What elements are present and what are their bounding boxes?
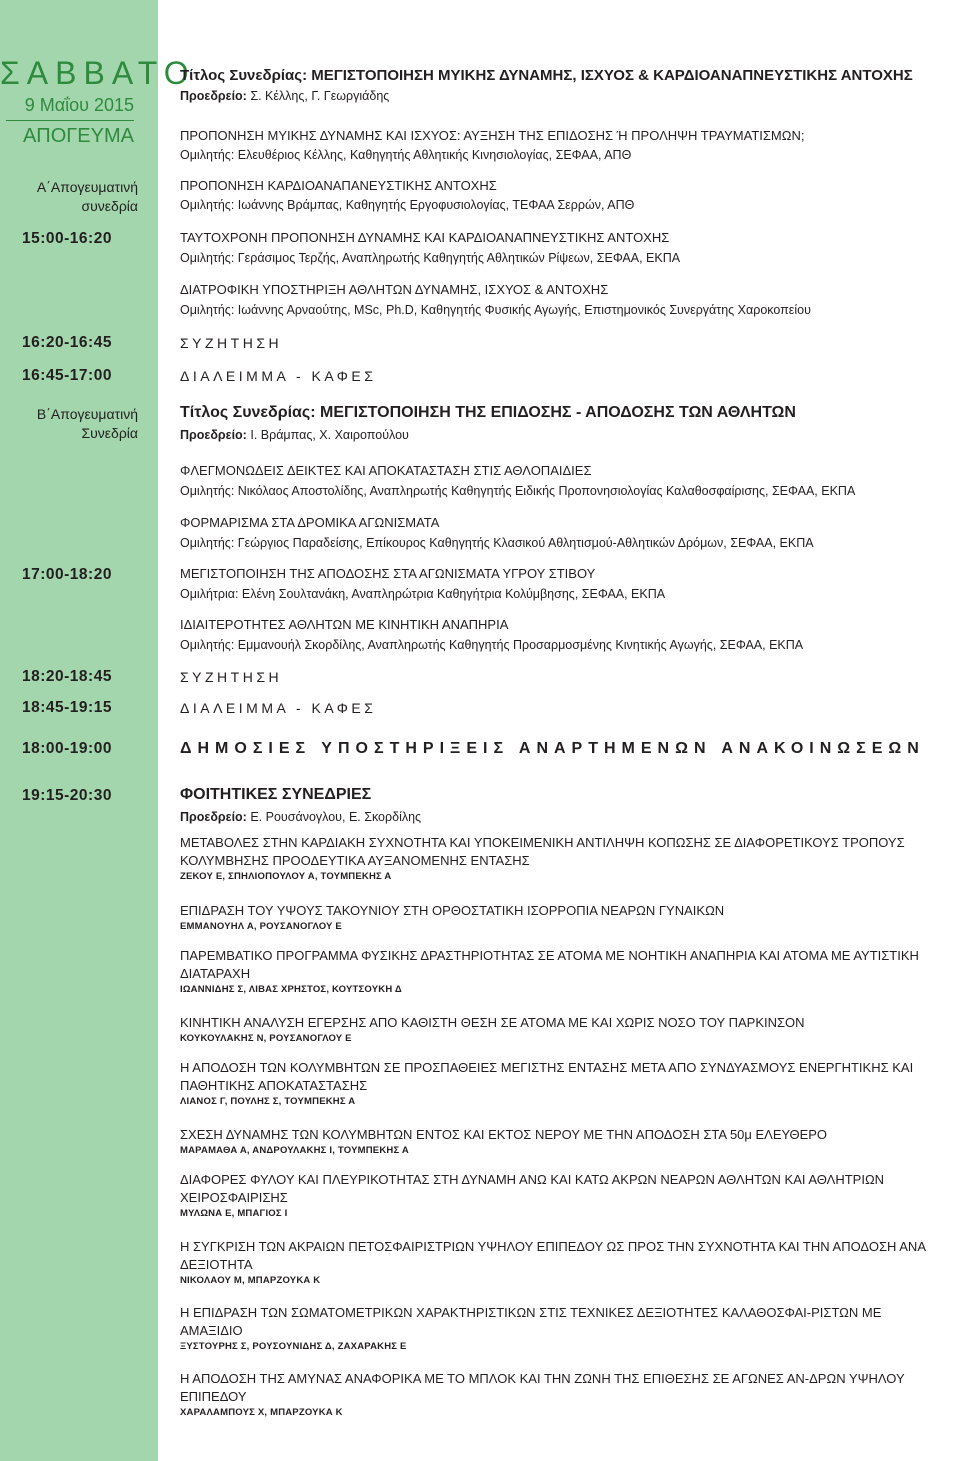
sidebar-band xyxy=(0,0,196,1461)
talk-title: ΔΙΑΤΡΟΦΙΚΗ ΥΠΟΣΤΗΡΙΞΗ ΑΘΛΗΤΩΝ ΔΥΝΑΜΗΣ, ΙΣΧΥΟΣ & ΑΝΤΟΧΗΣ xyxy=(180,282,609,297)
talk-title: ΦΛΕΓΜΟΝΩΔΕΙΣ ΔΕΙΚΤΕΣ ΚΑΙ ΑΠΟΚΑΤΑΣΤΑΣΗ ΣΤΙΣ ΑΘΛΟΠΑΙΔΙΕΣ xyxy=(180,463,592,478)
time-slot: 18:20-18:45 xyxy=(22,668,112,685)
paper-title: ΔΙΑΦΟΡΕΣ ΦΥΛΟΥ ΚΑΙ ΠΛΕΥΡΙΚΟΤΗΤΑΣ ΣΤΗ ΔΥΝΑΜΗ ΑΝΩ ΚΑΙ ΚΑΤΩ ΑΚΡΩΝ ΝΕΑΡΩΝ ΑΘΛΗΤΩΝ ΚΑΙ ΑΘΛΗΤΡΙΩΝ ΧΕΙΡΟΣΦΑΙΡΙΣΗΣ xyxy=(180,1172,885,1205)
paper-title: Η ΣΥΓΚΡΙΣΗ ΤΩΝ ΑΚΡΑΙΩΝ ΠΕΤΟΣΦΑΙΡΙΣΤΡΙΩΝ ΥΨΗΛΟΥ ΕΠΙΠΕΔΟΥ ΩΣ ΠΡΟΣ ΤΗΝ ΣΥΧΝΟΤΗΤΑ ΚΑΙ ΤΗΝ ΑΠΟΔΟΣΗ ΑΝΑ ΔΕΞΙΟΤΗΤΑ xyxy=(180,1239,926,1272)
talk-speaker: Ομιλητής: Ιωάννης Βράμπας, Καθηγητής Εργοφυσιολογίας, ΤΕΦΑΑ Σερρών, ΑΠΘ xyxy=(180,198,635,212)
time-slot: 18:45-19:15 xyxy=(22,699,112,716)
time-slot: 16:20-16:45 xyxy=(22,334,112,351)
paper-authors: ΜΥΛΩΝΑ Ε, ΜΠΑΓΙΟΣ Ι xyxy=(180,1208,288,1219)
paper-authors: ΛΙΑΝΟΣ Γ, ΠΟΥΛΗΣ Σ, ΤΟΥΜΠΕΚΗΣ Α xyxy=(180,1096,356,1107)
talk-speaker: Ομιλητής: Ιωάννης Αρναούτης, MSc, Ph.D, Καθηγητής Φυσικής Αγωγής, Επιστημονικός Συνεργάτης Χαροκοπείου xyxy=(180,303,811,317)
paper-item xyxy=(180,1238,946,1287)
paper-item xyxy=(180,902,946,933)
talk-speaker: Ομιλητής: Ελευθέριος Κέλλης, Καθηγητής Αθλητικής Κινησιολογίας, ΣΕΦΑΑ, ΑΠΘ xyxy=(180,148,632,162)
paper-title: Η ΑΠΟΔΟΣΗ ΤΗΣ ΑΜΥΝΑΣ ΑΝΑΦΟΡΙΚΑ ΜΕ ΤΟ ΜΠΛΟΚ ΚΑΙ ΤΗΝ ΖΩΝΗ ΤΗΣ ΕΠΙΘΕΣΗΣ ΣΕ ΑΓΩΝΕΣ ΑΝ-ΔΡΩΝ ΥΨΗΛΟΥ ΕΠΙΠΕΔΟΥ xyxy=(180,1371,905,1404)
period-label: ΑΠΟΓΕΥΜΑ xyxy=(22,125,134,147)
paper-title: ΚΙΝΗΤΙΚΗ ΑΝΑΛΥΣΗ ΕΓΕΡΣΗΣ ΑΠΟ ΚΑΘΙΣΤΗ ΘΕΣΗ ΣΕ ΑΤΟΜΑ ΜΕ ΚΑΙ ΧΩΡΙΣ ΝΟΣΟ ΤΟΥ ΠΑΡΚΙΝΣΟΝ xyxy=(180,1015,805,1030)
paper-title: Η ΕΠΙΔΡΑΣΗ ΤΩΝ ΣΩΜΑΤΟΜΕΤΡΙΚΩΝ ΧΑΡΑΚΤΗΡΙΣΤΙΚΩΝ ΣΤΙΣ ΤΕΧΝΙΚΕΣ ΔΕΞΙΟΤΗΤΕΣ ΚΑΛΑΘΟΣΦΑΙ-ΡΙΣΤΩΝ ΜΕ ΑΜΑΞΙΔΙΟ xyxy=(180,1305,882,1338)
paper-item xyxy=(180,1304,946,1353)
discussion-label: ΣΥΖΗΤΗΣΗ xyxy=(180,669,283,685)
paper-title: Η ΑΠΟΔΟΣΗ ΤΩΝ ΚΟΛΥΜΒΗΤΩΝ ΣΕ ΠΡΟΣΠΑΘΕΙΕΣ ΜΕΓΙΣΤΗΣ ΕΝΤΑΣΗΣ ΜΕΤΑ ΑΠΟ ΣΥΝΔΥΑΣΜΟΥΣ ΕΝΕΡΓΗΤΙΚΗΣ ΚΑΙ ΠΑΘΗΤΙΚΗΣ ΑΠΟΚΑΤΑΣΤΑΣΗΣ xyxy=(180,1060,914,1093)
coffee-break-label: ΔΙΑΛΕΙΜΜΑ - ΚΑΦΕΣ xyxy=(180,700,377,716)
time-slot: 15:00-16:20 xyxy=(22,230,112,247)
time-slot: 18:00-19:00 xyxy=(22,740,112,757)
paper-title: ΜΕΤΑΒΟΛΕΣ ΣΤΗΝ ΚΑΡΔΙΑΚΗ ΣΥΧΝΟΤΗΤΑ ΚΑΙ ΥΠΟΚΕΙΜΕΝΙΚΗ ΑΝΤΙΛΗΨΗ ΚΟΠΩΣΗΣ ΣΕ ΔΙΑΦΟΡΕΤΙΚΟΥΣ ΤΡΟΠΟΥΣ ΚΟΛΥΜΒΗΣΗΣ ΠΡΟΟΔΕΥΤΙΚΑ ΑΥΞΑΝΟΜΕΝΗΣ ΕΝΤΑΣΗΣ xyxy=(180,835,905,868)
session-title-label: Τίτλος Συνεδρίας: xyxy=(180,67,308,84)
time-slot: 17:00-18:20 xyxy=(22,566,112,583)
student-session-chair xyxy=(180,809,946,826)
paper-title: ΠΑΡΕΜΒΑΤΙΚΟ ΠΡΟΓΡΑΜΜΑ ΦΥΣΙΚΗΣ ΔΡΑΣΤΗΡΙΟΤΗΤΑΣ ΣΕ ΑΤΟΜΑ ΜΕ ΝΟΗΤΙΚΗ ΑΝΑΠΗΡΙΑ ΚΑΙ ΑΤΟΜΑ ΜΕ ΑΥΤΙΣΤΙΚΗ ΔΙΑΤΑΡΑΧΗ xyxy=(180,948,919,981)
paper-item xyxy=(180,1370,946,1419)
chair-names: Ι. Βράμπας, Χ. Χαιροπούλου xyxy=(250,428,409,442)
paper-authors: ΝΙΚΟΛΑΟΥ Μ, ΜΠΑΡΖΟΥΚΑ Κ xyxy=(180,1275,321,1286)
paper-authors: ΚΟΥΚΟΥΛΑΚΗΣ Ν, ΡΟΥΣΑΝΟΓΛΟΥ Ε xyxy=(180,1033,352,1044)
time-slot: 19:15-20:30 xyxy=(22,787,112,804)
session-a-label xyxy=(4,178,138,216)
session-b-title xyxy=(180,403,946,423)
session-title-text: ΜΕΓΙΣΤΟΠΟΙΗΣΗ ΜΥΙΚΗΣ ΔΥΝΑΜΗΣ, ΙΣΧΥΟΣ & ΚΑΡΔΙΟΑΝΑΠΝΕΥΣΤΙΚΗΣ ΑΝΤΟΧΗΣ xyxy=(311,67,913,84)
talk-title: ΤΑΥΤΟΧΡΟΝΗ ΠΡΟΠΟΝΗΣΗ ΔΥΝΑΜΗΣ ΚΑΙ ΚΑΡΔΙΟΑΝΑΠΝΕΥΣΤΙΚΗΣ ΑΝΤΟΧΗΣ xyxy=(180,230,670,245)
paper-item xyxy=(180,1014,946,1045)
paper-item xyxy=(180,1126,946,1157)
chair-names: Σ. Κέλλης, Γ. Γεωργιάδης xyxy=(250,89,390,103)
session-a-chair xyxy=(180,88,946,105)
paper-title: ΕΠΙΔΡΑΣΗ ΤΟΥ ΥΨΟΥΣ ΤΑΚΟΥΝΙΟΥ ΣΤΗ ΟΡΘΟΣΤΑΤΙΚΗ ΙΣΟΡΡΟΠΙΑ ΝΕΑΡΩΝ ΓΥΝΑΙΚΩΝ xyxy=(180,903,725,918)
session-a-label-line2: συνεδρία xyxy=(81,198,138,214)
paper-item xyxy=(180,947,946,996)
time-slot: 16:45-17:00 xyxy=(22,367,112,384)
chair-label: Προεδρείο: xyxy=(180,89,247,103)
date-label: 9 Μαΐου 2015 xyxy=(24,95,134,115)
paper-item xyxy=(180,1171,946,1220)
session-b-chair xyxy=(180,427,946,444)
chair-label: Προεδρείο: xyxy=(180,428,247,442)
discussion-label: ΣΥΖΗΤΗΣΗ xyxy=(180,335,283,351)
session-title-text: ΜΕΓΙΣΤΟΠΟΙΗΣΗ ΤΗΣ ΕΠΙΔΟΣΗΣ - ΑΠΟΔΟΣΗΣ ΤΩΝ ΑΘΛΗΤΩΝ xyxy=(320,404,796,421)
talk-title: ΠΡΟΠΟΝΗΣΗ ΚΑΡΔΙΟΑΝΑΠΑΝΕΥΣΤΙΚΗΣ ΑΝΤΟΧΗΣ xyxy=(180,178,497,193)
paper-title: ΣΧΕΣΗ ΔΥΝΑΜΗΣ ΤΩΝ ΚΟΛΥΜΒΗΤΩΝ ΕΝΤΟΣ ΚΑΙ ΕΚΤΟΣ ΝΕΡΟΥ ΜΕ ΤΗΝ ΑΠΟΔΟΣΗ ΣΤΑ 50μ ΕΛΕΥΘΕΡΟ xyxy=(180,1127,828,1142)
paper-authors: ΕΜΜΑΝΟΥΗΛ Α, ΡΟΥΣΑΝΟΓΛΟΥ Ε xyxy=(180,921,342,932)
session-b-label xyxy=(4,405,138,443)
talk-speaker: Ομιλητής: Εμμανουήλ Σκορδίλης, Αναπληρωτής Καθηγητής Προσαρμοσμένης Κινητικής Αγωγής, ΣΕΦΑΑ, ΕΚΠΑ xyxy=(180,638,804,652)
paper-authors: ΜΑΡΑΜΑΘΑ Α, ΑΝΔΡΟΥΛΑΚΗΣ Ι, ΤΟΥΜΠΕΚΗΣ Α xyxy=(180,1145,409,1156)
paper-authors: ΖΕΚΟΥ Ε, ΣΠΗΛΙΟΠΟΥΛΟΥ Α, ΤΟΥΜΠΕΚΗΣ Α xyxy=(180,871,392,882)
talk-speaker: Ομιλήτρια: Ελένη Σουλτανάκη, Αναπληρώτρια Καθηγήτρια Κολύμβησης, ΣΕΦΑΑ, ΕΚΠΑ xyxy=(180,587,666,601)
paper-item xyxy=(180,834,946,883)
session-a-title xyxy=(180,66,946,86)
poster-session-label: ΔΗΜΟΣΙΕΣ ΥΠΟΣΤΗΡΙΞΕΙΣ ΑΝΑΡΤΗΜΕΝΩΝ ΑΝΑΚΟΙΝΩΣΕΩΝ xyxy=(180,740,925,757)
date-underline xyxy=(6,120,134,121)
talk-title: ΠΡΟΠΟΝΗΣΗ ΜΥΙΚΗΣ ΔΥΝΑΜΗΣ ΚΑΙ ΙΣΧΥΟΣ: ΑΥΞΗΣΗ ΤΗΣ ΕΠΙΔΟΣΗΣ Ή ΠΡΟΛΗΨΗ ΤΡΑΥΜΑΤΙΣΜΩΝ; xyxy=(180,128,805,143)
talk-speaker: Ομιλητής: Γεώργιος Παραδείσης, Επίκουρος Καθηγητής Κλασικού Αθλητισμού-Αθλητικών Δρόμων, ΣΕΦΑΑ, ΕΚΠΑ xyxy=(180,536,814,550)
coffee-break-label: ΔΙΑΛΕΙΜΜΑ - ΚΑΦΕΣ xyxy=(180,368,377,384)
chair-names: Ε. Ρουσάνογλου, Ε. Σκορδίλης xyxy=(250,810,422,824)
talk-title: ΜΕΓΙΣΤΟΠΟΙΗΣΗ ΤΗΣ ΑΠΟΔΟΣΗΣ ΣΤΑ ΑΓΩΝΙΣΜΑΤΑ ΥΓΡΟΥ ΣΤΙΒΟΥ xyxy=(180,566,596,581)
talk-speaker: Ομιλητής: Γεράσιμος Τερζής, Αναπληρωτής Καθηγητής Αθλητικών Ρίψεων, ΣΕΦΑΑ, ΕΚΠΑ xyxy=(180,251,681,265)
session-b-label-line2: Συνεδρία xyxy=(81,425,138,441)
paper-authors: ΞΥΣΤΟΥΡΗΣ Σ, ΡΟΥΣΟΥΝΙΔΗΣ Δ, ΖΑΧΑΡΑΚΗΣ Ε xyxy=(180,1341,407,1352)
talk-speaker: Ομιλητής: Νικόλαος Αποστολίδης, Αναπληρωτής Καθηγητής Ειδικής Προπονησιολογίας Καλαθοσφαίρισης, ΣΕΦΑΑ, ΕΚΠΑ xyxy=(180,484,856,498)
session-a-label-line1: Α΄Απογευματινή xyxy=(36,179,138,195)
session-b-label-line1: Β΄Απογευματινή xyxy=(36,406,138,422)
session-title-label: Τίτλος Συνεδρίας: xyxy=(180,404,316,421)
paper-item xyxy=(180,1059,946,1108)
chair-label: Προεδρείο: xyxy=(180,810,247,824)
talk-title: ΙΔΙΑΙΤΕΡΟΤΗΤΕΣ ΑΘΛΗΤΩΝ ΜΕ ΚΙΝΗΤΙΚΗ ΑΝΑΠΗΡΙΑ xyxy=(180,617,509,632)
student-session-title: ΦΟΙΤΗΤΙΚΕΣ ΣΥΝΕΔΡΙΕΣ xyxy=(180,786,372,803)
paper-authors: ΙΩΑΝΝΙΔΗΣ Σ, ΛΙΒΑΣ ΧΡΗΣΤΟΣ, ΚΟΥΤΣΟΥΚΗ Δ xyxy=(180,984,402,995)
talk-title: ΦΟΡΜΑΡΙΣΜΑ ΣΤΑ ΔΡΟΜΙΚΑ ΑΓΩΝΙΣΜΑΤΑ xyxy=(180,515,440,530)
day-heading: ΣΑΒΒΑΤΟ xyxy=(0,55,196,91)
paper-authors: ΧΑΡΑΛΑΜΠΟΥΣ Χ, ΜΠΑΡΖΟΥΚΑ Κ xyxy=(180,1407,343,1418)
